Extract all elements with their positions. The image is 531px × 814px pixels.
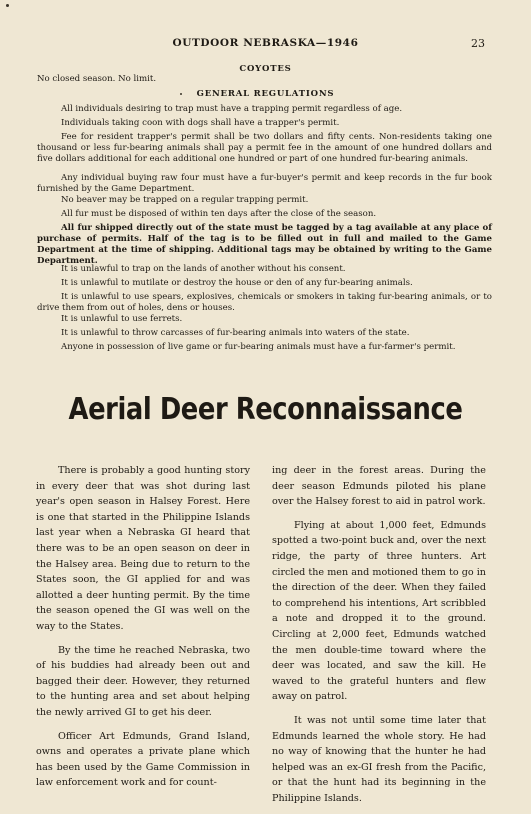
article-paragraph: By the time he reached Nebraska, two of his buddies had already been out and bagged their deer. However, they returned to the hunting area and set about helping the newly arrived GI to get his deer.: [36, 644, 250, 718]
regulation-item: Any individual buying raw four must have a fur-buyer's permit and keep records in the fur book furnished by the Game Department.: [37, 173, 492, 194]
print-speck: [6, 4, 9, 7]
regulation-item: No beaver may be trapped on a regular trapping permit.: [61, 195, 309, 205]
running-header: [0, 37, 531, 51]
regulation-item: Individuals taking coon with dogs shall have a trapper's permit.: [61, 118, 340, 128]
regulation-item: It is unlawful to throw carcasses of fur-bearing animals into waters of the state.: [61, 328, 410, 338]
regulation-item: It is unlawful to use spears, explosives, chemicals or smokers in taking fur-bearing animals, or to drive them from out of holes, dens or houses.: [37, 292, 492, 313]
article-paragraph: It was not until some time later that Edmunds learned the whole story. He had no way of knowing that the hunter he had helped was an ex-GI fresh from the Pacific, or that the hunt had its beginning in the Philippine Islands.: [272, 714, 486, 804]
publication-title: OUTDOOR NEBRASKA—1946: [172, 37, 359, 49]
regulation-item: Anyone in possession of live game or fur-bearing animals must have a fur-farmer's permit.: [61, 342, 456, 352]
regulation-item: All fur must be disposed of within ten days after the close of the season.: [61, 209, 377, 219]
coyotes-heading: COYOTES: [239, 64, 292, 74]
page-number: 23: [471, 37, 485, 50]
regulation-item: It is unlawful to trap on the lands of another without his consent.: [61, 264, 346, 274]
regulation-item: All individuals desiring to trap must have a trapping permit regardless of age.: [61, 104, 403, 114]
regulation-item: It is unlawful to mutilate or destroy the house or den of any fur-bearing animals.: [61, 278, 413, 288]
general-regulations-heading: GENERAL REGULATIONS: [196, 89, 335, 99]
article-column-left: [36, 463, 250, 799]
article-paragraph: Officer Art Edmunds, Grand Island, owns and operates a private plane which has been used by the Game Commission in law enforcement work and for count-: [36, 730, 250, 789]
article-title: Aerial Deer Reconnaissance: [68, 392, 463, 427]
article-paragraph: There is probably a good hunting story in every deer that was shot during last year's open season in Halsey Forest. Here is one that started in the Philippine Islands last year when a Nebraska GI heard that there was to be an open season on deer in the Halsey area. Being due to return to the States soon, the GI applied for and was allotted a deer hunting permit. By the time the season opened the GI was well on the way to the States.: [36, 465, 250, 632]
article-column-right: [272, 463, 486, 814]
regulation-item: Fee for resident trapper's permit shall be two dollars and fifty cents. Non-residents taking one thousand or less fur-bearing animals shall pay a permit fee in the amount of one hundred dollars and five dollars additional for each additional one hundred or part of one hundred fur-bearing animals.: [37, 132, 492, 164]
article-paragraph: ing deer in the forest areas. During the deer season Edmunds piloted his plane over the Halsey forest to aid in patrol work.: [272, 465, 486, 508]
article-paragraph: Flying at about 1,000 feet, Edmunds spotted a two-point buck and, over the next ridge, the party of three hunters. Art circled the men and motioned them to go in the direction of the deer. When they failed to comprehend his intentions, Art scribbled a note and dropped it to the ground. Circling at 2,000 feet, Edmunds watched the men double-time toward where the deer was located, and saw the kill. He waved to the grateful hunters and flew away on patrol.: [272, 519, 486, 703]
regulation-item: It is unlawful to use ferrets.: [61, 314, 183, 324]
regulation-item-shipping: All fur shipped directly out of the state must be tagged by a tag available at any place of purchase of permits. Half of the tag is to be filled out in full and mailed to the Game Department at the time of shipping. Additional tags may be obtained by writing to the Game Department.: [37, 223, 492, 266]
coyotes-text: No closed season. No limit.: [37, 74, 157, 84]
